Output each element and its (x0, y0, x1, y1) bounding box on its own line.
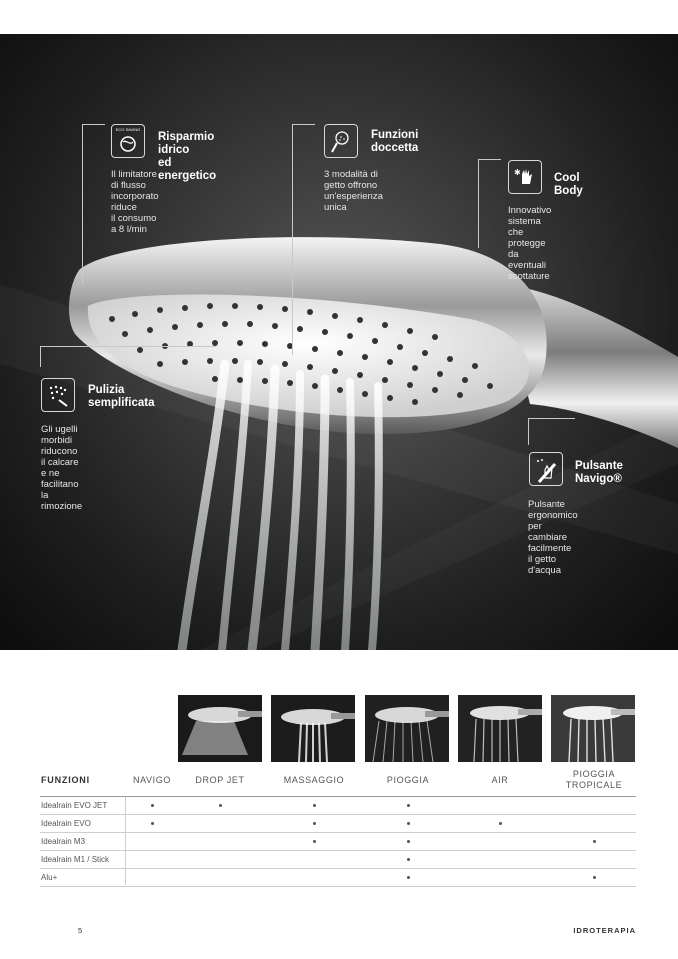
callout-line (528, 418, 575, 445)
column-header: NAVIGO (133, 775, 171, 785)
easy-clean-icon (41, 378, 75, 412)
feature-description: Innovativo sistema che protegge da eventuali scottature (508, 205, 552, 282)
feature-description: Gli ugelli morbidi riducono il calcare e ne facilitano la rimozione (41, 424, 83, 512)
feature-available-dot (313, 804, 316, 807)
feature-available-dot (219, 804, 222, 807)
feature-available-dot (593, 876, 596, 879)
feature-available-dot (151, 804, 154, 807)
table-row-label: Alu+ (41, 873, 58, 882)
feature-available-dot (407, 876, 410, 879)
thumb-navigo-spray (178, 695, 262, 762)
feature-title: Cool Body (554, 172, 583, 197)
callout-line (82, 124, 105, 285)
table-row-label: Idealrain M1 / Stick (41, 855, 110, 864)
callout-line (478, 159, 501, 248)
feature-available-dot (407, 822, 410, 825)
hero-product-photo (0, 34, 678, 650)
section-label: IDROTERAPIA (573, 926, 636, 935)
table-row-label: Idealrain M3 (41, 837, 86, 846)
feature-available-dot (407, 804, 410, 807)
table-row-label: Idealrain EVO (41, 819, 91, 828)
feature-available-dot (313, 840, 316, 843)
column-header: DROP JET (195, 775, 245, 785)
table-divider (40, 832, 636, 833)
feature-description: Pulsante ergonomico per cambiare facilmente il getto d'acqua (528, 499, 578, 576)
table-row-label: Idealrain EVO JET (41, 801, 108, 810)
navigo-button-icon (529, 452, 563, 486)
feature-title: Pulsante Navigo® (575, 460, 623, 485)
thumb-pioggia-spray (458, 695, 542, 762)
column-header: PIOGGIA TROPICALE (565, 769, 623, 790)
table-divider (40, 886, 636, 887)
feature-available-dot (499, 822, 502, 825)
table-header-funzioni: FUNZIONI (41, 775, 90, 785)
feature-available-dot (151, 822, 154, 825)
feature-description: 3 modalità di getto offrono un'esperienza unica (324, 169, 383, 213)
feature-available-dot (407, 858, 410, 861)
column-header: MASSAGGIO (283, 775, 345, 785)
table-divider (40, 850, 636, 851)
feature-title: Risparmio idrico ed energetico (158, 131, 217, 182)
shower-head-icon (324, 124, 358, 158)
callout-line (292, 124, 315, 355)
table-column-divider (125, 797, 126, 885)
svg-text:✱: ✱ (514, 168, 521, 177)
feature-description: Il limitatore di flusso incorporato riduce il consumo a 8 l/min (111, 169, 159, 235)
column-header: AIR (491, 775, 509, 785)
thumb-massaggio-spray (365, 695, 449, 762)
feature-available-dot (313, 822, 316, 825)
feature-title: Pulizia semplificata (88, 384, 155, 409)
table-divider (40, 814, 636, 815)
table-divider (40, 868, 636, 869)
cool-body-icon (508, 160, 542, 194)
eco-saving-icon: ECO SAVING (111, 124, 145, 158)
feature-title: Funzioni doccetta (371, 129, 419, 154)
column-header: PIOGGIA (386, 775, 430, 785)
thumb-drop-jet-spray (271, 695, 355, 762)
feature-available-dot (407, 840, 410, 843)
table-divider (40, 796, 636, 797)
thumb-air-spray (551, 695, 635, 762)
page-number: 5 (78, 926, 84, 935)
callout-line (40, 346, 216, 367)
feature-available-dot (593, 840, 596, 843)
